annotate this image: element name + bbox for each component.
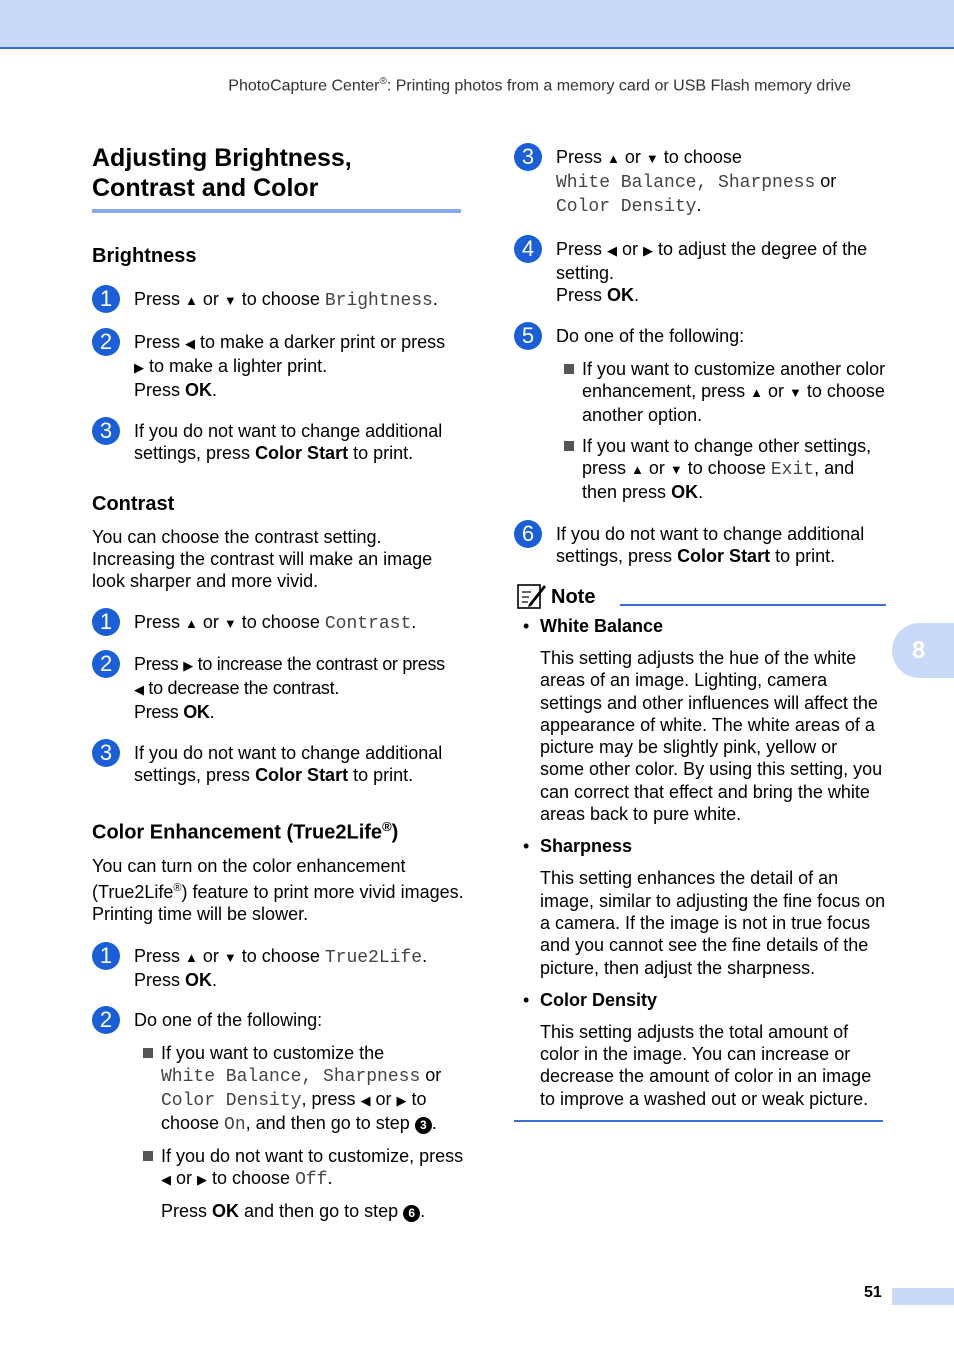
right-column xyxy=(514,140,886,1122)
step-number-badge: 6 xyxy=(514,520,542,548)
square-bullet-icon xyxy=(143,1048,153,1058)
page-number-bar xyxy=(892,1288,954,1305)
left-column xyxy=(92,143,464,1222)
step-number-badge: 3 xyxy=(92,417,120,445)
note-color-density-text: This setting adjusts the total amount of color in the image. You can increase or decrease the amount of color in an image to improve a washed out or weak picture. xyxy=(540,1021,872,1109)
up-arrow-icon: ▲ xyxy=(185,293,198,308)
down-arrow-icon: ▼ xyxy=(645,151,659,166)
contrast-intro: You can choose the contrast setting. Increasing the contrast will make an image look sharper and more vivid. xyxy=(92,527,433,591)
up-arrow-icon: ▲ xyxy=(185,616,198,631)
color-enhancement-option-off: If you do not want to customize, press ◀ or ▶ to choose Off. xyxy=(92,1145,464,1191)
contrast-heading: Contrast xyxy=(92,493,175,515)
step-number-badge: 2 xyxy=(92,650,120,678)
left-arrow-icon: ◀ xyxy=(134,682,144,697)
left-arrow-icon: ◀ xyxy=(185,336,196,351)
note-item-sharpness: • Sharpness xyxy=(523,836,633,857)
down-arrow-icon: ▼ xyxy=(223,949,237,965)
note-header xyxy=(514,582,886,612)
step-number-badge: 4 xyxy=(514,235,542,263)
contrast-step-1: 1 Press ▲ or ▼ to choose Contrast. xyxy=(92,611,464,635)
chapter-tab: 8 xyxy=(892,623,954,678)
brightness-step-2: 2 Press ◀ to make a darker print or press ▶ to make a lighter print. Press OK. xyxy=(92,331,464,401)
color-enhancement-option-customize: If you want to customize the White Balance, Sharpness or Color Density, press ◀ or ▶ to choose On, and then go to step 3 . xyxy=(92,1042,464,1136)
up-arrow-icon: ▲ xyxy=(185,949,198,965)
page-title: Adjusting Brightness, Contrast and Color xyxy=(92,144,352,202)
up-arrow-icon: ▲ xyxy=(750,385,763,400)
note-end-rule xyxy=(514,1120,883,1122)
step-5-option-customize: If you want to customize another color enhancement, press ▲ or ▼ to choose another option. xyxy=(514,358,886,426)
color-enhancement-intro: You can turn on the color enhancement (True2Life®) feature to print more vivid images. Printing time will be slower. xyxy=(92,855,464,924)
step-3: 3 Press ▲ or ▼ to choose White Balance, Sharpness or Color Density. xyxy=(514,146,886,218)
down-arrow-icon: ▼ xyxy=(669,462,683,477)
brightness-step-3: 3 If you do not want to change additional settings, press Color Start to print. xyxy=(92,420,464,464)
right-arrow-icon: ▶ xyxy=(134,360,144,375)
square-bullet-icon xyxy=(564,441,574,451)
down-arrow-icon: ▼ xyxy=(789,385,802,400)
step-number-badge: 2 xyxy=(92,1006,120,1034)
note-item-white-balance: • White Balance xyxy=(523,616,664,636)
title-rule xyxy=(92,209,461,213)
step-5-option-exit: If you want to change other settings, press ▲ or ▼ to choose Exit, and then press OK. xyxy=(514,435,886,503)
contrast-step-3: 3 If you do not want to change additional settings, press Color Start to print. xyxy=(92,742,464,786)
note-label: Note xyxy=(551,586,596,608)
note-white-balance-text: This setting adjusts the hue of the white areas of an image. Lighting, camera settings and other influences will affect the appearance of white. The white areas of a picture may be slightly pink, yellow or some other color. By using this setting, you can correct that effect and bring the white areas back to pure white. xyxy=(540,648,883,825)
step-6: 6 If you do not want to change additional settings, press Color Start to print. xyxy=(514,523,886,567)
step-number-badge: 3 xyxy=(514,143,542,171)
brightness-step-1: 1 Press ▲ or ▼ to choose Brightness. xyxy=(92,288,464,312)
left-arrow-icon: ◀ xyxy=(360,1092,371,1108)
step-number-badge: 3 xyxy=(92,739,120,767)
brightness-heading: Brightness xyxy=(92,245,197,267)
square-bullet-icon xyxy=(564,364,574,374)
step-reference-badge: 3 xyxy=(415,1117,432,1134)
color-enhancement-press-ok: Press OK and then go to step 6 . xyxy=(161,1200,426,1221)
step-reference-badge: 6 xyxy=(403,1205,420,1222)
step-4: 4 Press ◀ or ▶ to adjust the degree of the setting. Press OK. xyxy=(514,238,886,306)
top-band xyxy=(0,0,954,49)
color-enhancement-heading: Color Enhancement (True2Life®) xyxy=(92,819,399,844)
note-pencil-icon xyxy=(517,582,547,615)
right-arrow-icon: ▶ xyxy=(183,658,193,673)
step-number-badge: 1 xyxy=(92,285,120,313)
page-number: 51 xyxy=(864,1284,882,1301)
up-arrow-icon: ▲ xyxy=(631,462,644,477)
down-arrow-icon: ▼ xyxy=(223,293,237,308)
step-number-badge: 2 xyxy=(92,328,120,356)
left-arrow-icon: ◀ xyxy=(607,243,618,258)
note-sharpness-text: This setting enhances the detail of an image, similar to adjusting the fine focus on a camera. If the image is not in true focus and you cannot see the fine details of the picture, then adjust the sharpness. xyxy=(540,868,886,978)
square-bullet-icon xyxy=(143,1151,153,1161)
color-enhancement-step-1: 1 Press ▲ or ▼ to choose True2Life. Press OK. xyxy=(92,945,464,991)
step-number-badge: 1 xyxy=(92,608,120,636)
note-item-color-density: • Color Density xyxy=(523,989,658,1010)
left-arrow-icon: ◀ xyxy=(161,1171,171,1187)
right-arrow-icon: ▶ xyxy=(396,1092,407,1108)
right-arrow-icon: ▶ xyxy=(197,1171,208,1187)
down-arrow-icon: ▼ xyxy=(223,616,237,631)
step-number-badge: 1 xyxy=(92,942,120,970)
note-rule xyxy=(620,604,886,606)
up-arrow-icon: ▲ xyxy=(607,151,620,166)
color-enhancement-step-2: 2 Do one of the following: xyxy=(92,1009,464,1031)
right-arrow-icon: ▶ xyxy=(643,243,654,258)
contrast-step-2: 2 Press ▶ to increase the contrast or press ◀ to decrease the contrast. Press OK. xyxy=(92,653,464,723)
step-number-badge: 5 xyxy=(514,322,542,350)
running-header: PhotoCapture Center®: Printing photos from a memory card or USB Flash memory drive xyxy=(228,76,851,95)
step-5: 5 Do one of the following: xyxy=(514,325,886,347)
